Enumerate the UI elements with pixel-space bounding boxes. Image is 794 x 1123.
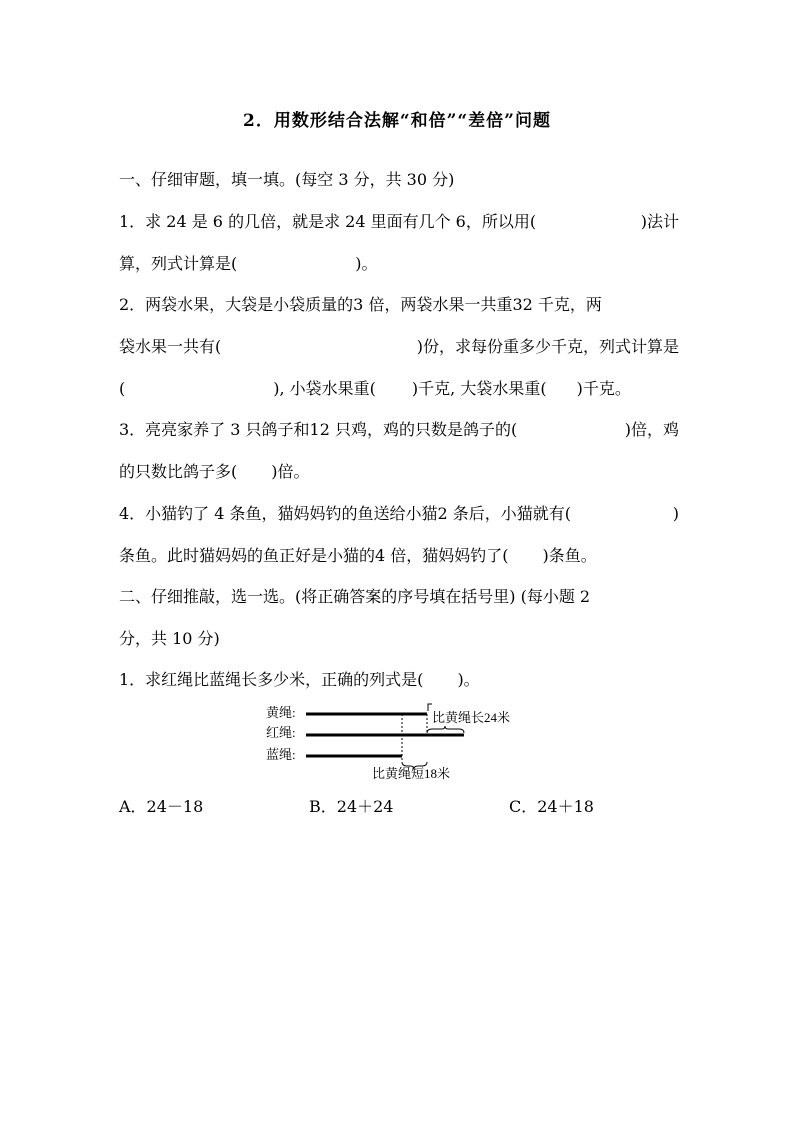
q1-text-a1: 1．求 24 是 6 的几倍，就是求 24 里面有几个 6，所以用( [119,212,537,231]
q2-line3 [119,379,679,399]
s2-q1-text-a1: 1．求红绳比蓝绳长多少米，正确的列式是( [119,670,424,689]
q3-line2 [119,462,679,482]
q1-line2 [119,254,679,274]
shorter-note: 比黄绳短18米 [372,766,451,781]
q2-text-b2: )份，求每份重多少千克，列式计算是 [416,337,679,356]
q3-blank-1[interactable] [556,420,586,440]
q4-text-b1: 条鱼。此时猫妈妈的鱼正好是小猫的4 倍，猫妈妈钓了( [119,546,509,565]
q4-text-a1: 4．小猫钓了 4 条鱼，猫妈妈钓的鱼送给小猫2 条后，小猫就有( [119,504,572,523]
q1-text-a2: )法计 [640,212,679,231]
s2-q1-line [119,670,679,690]
blue-rope-label: 蓝绳: [266,747,296,762]
yellow-rope-label: 黄绳: [266,705,296,720]
q4-text-a2: ) [672,504,679,523]
option-c[interactable]: C．24＋18 [509,797,594,816]
section2-heading-line2: 分，共 10 分) [119,629,220,648]
q2-text-c1: ( [119,379,126,398]
q3-text-b2: )倍。 [271,462,310,481]
q1-blank-1[interactable] [571,212,605,232]
q3-line1 [119,420,679,440]
q4-line1 [119,504,679,524]
q1-text-b1: 算，列式计算是( [119,254,238,273]
q2-text-b1: 袋水果一共有( [119,337,222,356]
q1-line1 [119,212,679,232]
longer-brace [427,726,464,733]
q2-blank-1[interactable] [295,337,343,357]
q1-text-b2: )。 [355,254,378,273]
q4-blank-1[interactable] [608,504,636,524]
s2-q1-text-a2: )。 [457,670,480,689]
q2-text-c3: )千克, 大袋水果重( [411,379,547,398]
longer-note: 比黄绳长24米 [432,710,511,725]
option-b[interactable]: B．24＋24 [309,797,394,816]
red-rope-label: 红绳: [266,725,296,740]
q2-line1: 2．两袋水果，大袋是小袋质量的3 倍，两袋水果一共重32 千克，两 [119,295,602,314]
q2-line2 [119,337,679,357]
option-a[interactable]: A．24－18 [119,797,204,816]
q2-text-c4: )千克。 [576,379,631,398]
q4-line2 [119,546,679,566]
page-title: 2．用数形结合法解“和倍”“差倍”问题 [243,111,551,131]
q3-text-b1: 的只数比鸽子多( [119,462,238,481]
section2-heading-line1: 二、仔细推敲，选一选。(将正确答案的序号填在括号里) (每小题 2 [119,587,591,606]
rope-diagram [262,700,542,786]
q3-text-a2: )倍，鸡 [624,420,679,439]
section1-heading: 一、仔细审题，填一填。(每空 3 分，共 30 分) [119,170,455,189]
q2-text-c2: ), 小袋水果重( [273,379,376,398]
q4-text-b2: )条鱼。 [542,546,597,565]
q3-text-a1: 3．亮亮家养了 3 只鸽子和12 只鸡，鸡的只数是鸽子的( [119,420,518,439]
